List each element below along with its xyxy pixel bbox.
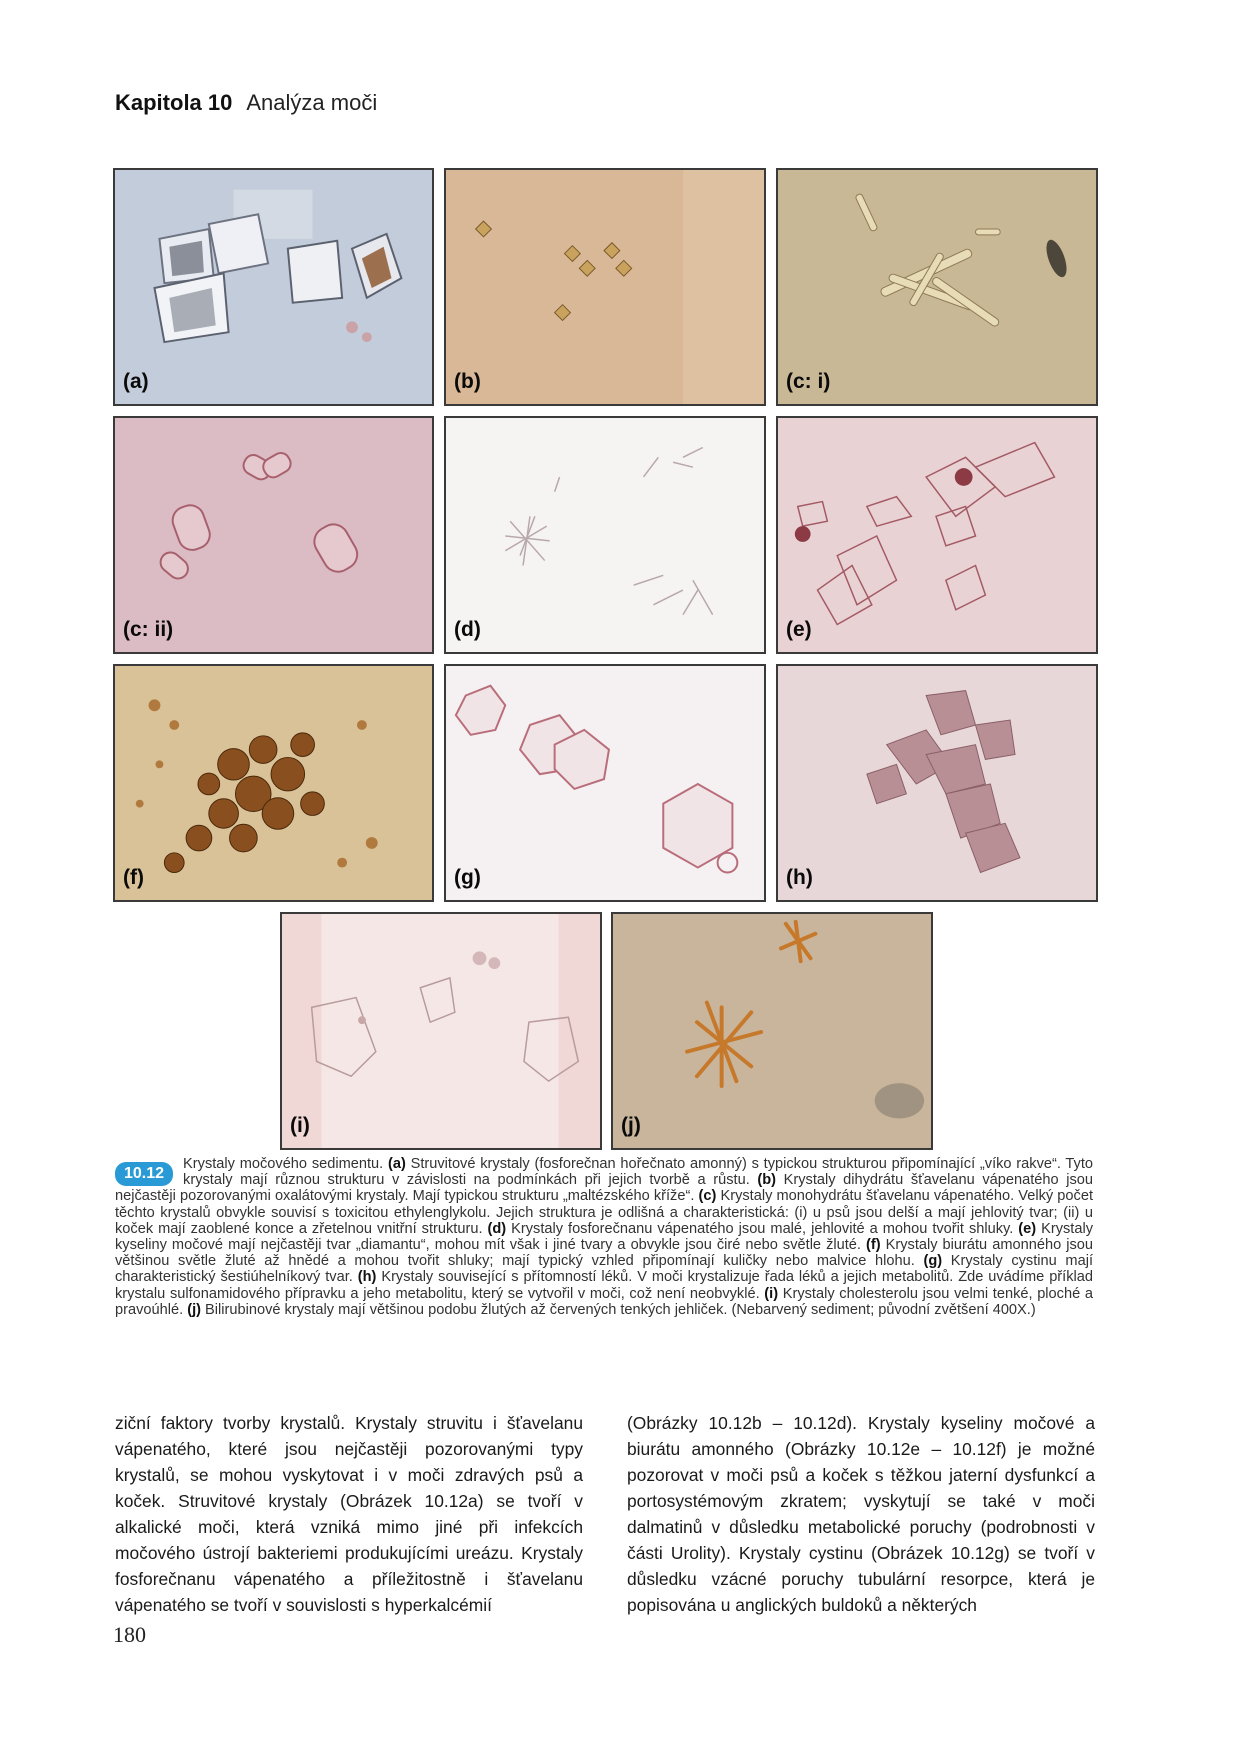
micrograph-panel-g [444, 664, 766, 902]
calcium-oxalate-dihydrate-image [446, 170, 764, 404]
cholesterol-image [282, 914, 600, 1148]
micrograph-panel-a [113, 168, 434, 406]
panel-label: (e) [786, 618, 812, 641]
caption-run: Struvitové krystaly (fosforečnan hořečnato amonný) s typickou strukturou připomínající „víko rakve“. Tyto krystaly mají různou strukturu v závislosti na podmínkách při jejich tvorbě a růstu. [183, 1156, 1093, 1189]
panel-label: (b) [454, 370, 481, 393]
panel-label: (a) [123, 370, 149, 393]
caption-run: Krystaly cholesterolu jsou velmi tenké, ploché a pravoúhlé. [115, 1285, 1093, 1318]
caption-run: Krystaly související s přítomností léků. V moči krystalizuje řada léků a jejich metabolitů. Zde uvádíme příklad krystalu sulfonamidového přípravku a jeho metabolitu, který se vytvořil v moči, což není neobvyklé. [115, 1269, 1093, 1302]
caption-run: Krystaly kyseliny močové mají nejčastěji tvar „diamantu“, mohou mít však i jiné tvary a obvykle jsou čiré nebo světle žluté. [115, 1220, 1094, 1254]
panel-label: (h) [786, 866, 813, 889]
caption-panel-ref: (c) [698, 1188, 717, 1205]
uric-acid-image [778, 418, 1096, 652]
micrograph-panel-c2 [113, 416, 434, 654]
calcium-phosphate-image [446, 418, 764, 652]
micrograph-panel-b [444, 168, 766, 406]
caption-run: Bilirubinové krystaly mají většinou podobu žlutých až červených tenkých jehliček. (Nebarvený sediment; původní zvětšení 400X.) [201, 1301, 1036, 1318]
caption-panel-ref: (b) [757, 1172, 777, 1189]
caption-run: Krystaly močového sedimentu. [183, 1156, 388, 1172]
caption-panel-ref: (d) [487, 1220, 507, 1237]
caption-panel-ref: (h) [357, 1269, 377, 1286]
caption-panel-ref: (a) [387, 1156, 406, 1172]
micrograph-panel-c1 [776, 168, 1098, 406]
caption-panel-ref: (j) [187, 1301, 201, 1318]
micrograph-panel-j [611, 912, 933, 1150]
cystine-image [446, 666, 764, 900]
micrograph-panel-i [280, 912, 602, 1150]
caption-run: Krystaly cystinu mají charakteristický šestiúhelníkový tvar. [115, 1253, 1093, 1286]
calcium-oxalate-monohydrate-dog-image [778, 170, 1096, 404]
figure-number-badge: 10.12 [115, 1162, 173, 1186]
page-number: 180 [113, 1622, 146, 1647]
panel-label: (d) [454, 618, 481, 641]
caption-panel-ref: (g) [923, 1253, 943, 1270]
struvite-crystals-image [115, 170, 432, 404]
figure-caption [115, 1156, 1093, 1318]
page-header [115, 90, 377, 116]
caption-panel-ref: (e) [1018, 1220, 1037, 1237]
panel-label: (j) [621, 1114, 641, 1137]
chapter-title: Analýza moči [246, 90, 378, 115]
micrograph-panel-h [776, 664, 1098, 902]
body-text-left-column: ziční faktory tvorby krystalů. Krystaly struvitu i šťavelanu vápenatého, které jsou nejčastěji pozorovanými typy krystalů, se mohou vyskytovat i v moči zdravých psů a koček. Struvitové krystaly (Obrázek 10.12a) se tvoří v alkalické moči, která vzniká mimo jiné při infekcích močového ústrojí bakteriemi produkujícími ureázu. Krystaly fosforečnanu vápenatého a příležitostně i šťavelanu vápenatého se tvoří v souvislosti s hyperkalcémií [115, 1413, 583, 1615]
caption-run: Krystaly biurátu amonného jsou většinou světle žluté až hnědé a mohou tvořit shluky; mají typický vzhled připomínají kuličky nebo malvice hlohu. [115, 1237, 1093, 1270]
caption-panel-ref: (f) [866, 1237, 881, 1254]
drug-crystals-image [778, 666, 1096, 900]
calcium-oxalate-monohydrate-cat-image [115, 418, 432, 652]
panel-label: (i) [290, 1114, 310, 1137]
caption-panel-ref: (i) [764, 1285, 779, 1302]
chapter-label: Kapitola 10 [115, 90, 233, 115]
body-text-right-column: (Obrázky 10.12b – 10.12d). Krystaly kyseliny močové a biurátu amonného (Obrázky 10.12e – 10.12f) je možné pozorovat v moči psů a koček s těžkou jaterní dysfunkcí a portosystémovým zkratem; vyskytují se také v moči dalmatinů v důsledku metabolické poruchy (podrobnosti v části Urolity). Krystaly cystinu (Obrázek 10.12g) se tvoří v důsledku vzácné poruchy tubulární resorpce, která je popisována u anglických buldoků a některých [627, 1413, 1095, 1615]
micrograph-panel-e [776, 416, 1098, 654]
panel-label: (g) [454, 866, 481, 889]
panel-label: (c: i) [786, 370, 831, 393]
panel-label: (f) [123, 866, 144, 889]
bilirubin-image [613, 914, 931, 1148]
micrograph-panel-d [444, 416, 766, 654]
panel-label: (c: ii) [123, 618, 174, 641]
caption-run: Krystaly dihydrátu šťavelanu vápenatého jsou nejčastěji pozorovanými oxalátovými krystaly. Mají typickou strukturu „maltézského kříže“. [115, 1172, 1093, 1205]
caption-run: Krystaly fosforečnanu vápenatého jsou malé, jehlovité a mohou tvořit shluky. [506, 1220, 1019, 1237]
caption-run: Krystaly monohydrátu šťavelanu vápenatého. Velký počet těchto krystalů obvykle souvisí s toxicitou ethylenglykolu. Jejich struktura je odlišná a charakteristická: (i) u psů jsou delší a mají jehlovitý tvar; (ii) u koček mají zaoblené konce a zřetelnou vnitřní strukturu. [115, 1188, 1094, 1237]
ammonium-biurate-image [115, 666, 432, 900]
caption-text [115, 1156, 1093, 1318]
micrograph-panel-f [113, 664, 434, 902]
